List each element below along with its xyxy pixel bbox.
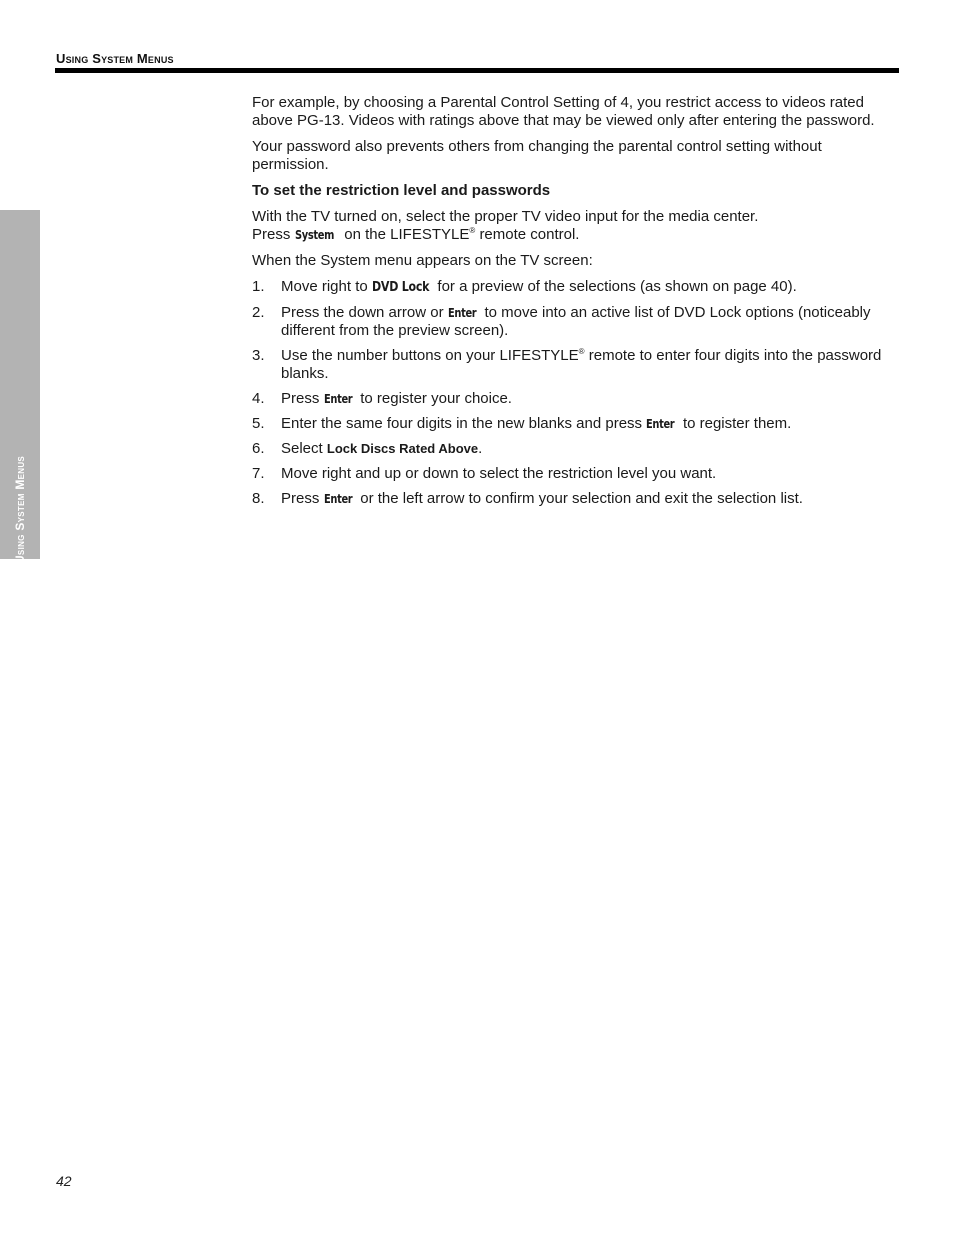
step-text: Move right and up or down to select the restriction level you want. [281, 465, 717, 482]
step-number: 7. [252, 465, 265, 482]
paragraph-example: For example, by choosing a Parental Control Setting of 4, you restrict access to videos rated above PG-13. Videos with ratings above that may be viewed only after entering the password. [252, 94, 875, 129]
step-number: 8. [252, 490, 265, 507]
step-item [252, 465, 897, 483]
intro-on-text: on the LIFESTYLE [344, 226, 470, 243]
step-text-end: to move into an active list of DVD Lock options (noticeably different from the preview screen). [281, 304, 871, 339]
paragraph-intro [252, 208, 897, 244]
step-number: 4. [252, 390, 265, 407]
step-item [252, 278, 897, 297]
step-number: 5. [252, 415, 265, 432]
side-tab [0, 210, 40, 565]
step-text: Enter the same four digits in the new blanks and press [281, 415, 643, 432]
step-number: 6. [252, 440, 265, 457]
step-item [252, 304, 897, 340]
paragraph-password: Your password also prevents others from changing the parental control setting without permission. [252, 138, 822, 173]
enter-key-label: Enter [323, 492, 352, 506]
running-header: Using System Menus [56, 51, 174, 66]
step-text: Press the down arrow or [281, 304, 444, 321]
step-text: Move right to [281, 278, 368, 295]
intro-press-text: Press [252, 226, 291, 243]
step-text: Select [281, 440, 323, 457]
system-key-label: System [294, 228, 334, 242]
steps-list [252, 278, 897, 508]
intro-line-1: With the TV turned on, select the proper TV video input for the media center. [252, 208, 759, 225]
content-body [252, 94, 897, 515]
section-heading: To set the restriction level and passwords [252, 182, 551, 199]
dvd-lock-key-label: DVD Lock [371, 280, 430, 295]
step-number: 2. [252, 304, 265, 321]
enter-key-label: Enter [447, 306, 477, 320]
step-item [252, 415, 897, 433]
paragraph-when: When the System menu appears on the TV screen: [252, 252, 593, 269]
step-text-end: remote to enter four digits into the password blanks. [281, 347, 882, 382]
step-text-end: . [478, 440, 483, 457]
enter-key-label: Enter [323, 392, 352, 406]
step-text: Press [281, 390, 320, 407]
registered-mark: ® [469, 226, 476, 235]
intro-end-text: remote control. [479, 226, 580, 243]
enter-key-label: Enter [646, 417, 675, 431]
step-text: Press [281, 490, 320, 507]
page-number: 42 [56, 1173, 72, 1189]
registered-mark: ® [578, 347, 585, 356]
step-item [252, 490, 897, 508]
step-text: Use the number buttons on your LIFESTYLE [281, 347, 579, 364]
menu-item-lock-discs: Lock Discs Rated Above [326, 441, 479, 456]
step-text-end: to register your choice. [360, 390, 512, 407]
side-tab-label: Using System Menus [13, 455, 27, 565]
step-item [252, 440, 897, 458]
step-item [252, 390, 897, 408]
step-text-end: to register them. [682, 415, 792, 432]
step-number: 3. [252, 347, 265, 364]
step-text-end: for a preview of the selections (as shown on page 40). [437, 278, 797, 295]
header-rule [55, 68, 899, 73]
step-text-end: or the left arrow to confirm your selection and exit the selection list. [360, 490, 803, 507]
step-item [252, 347, 897, 383]
step-number: 1. [252, 278, 265, 295]
